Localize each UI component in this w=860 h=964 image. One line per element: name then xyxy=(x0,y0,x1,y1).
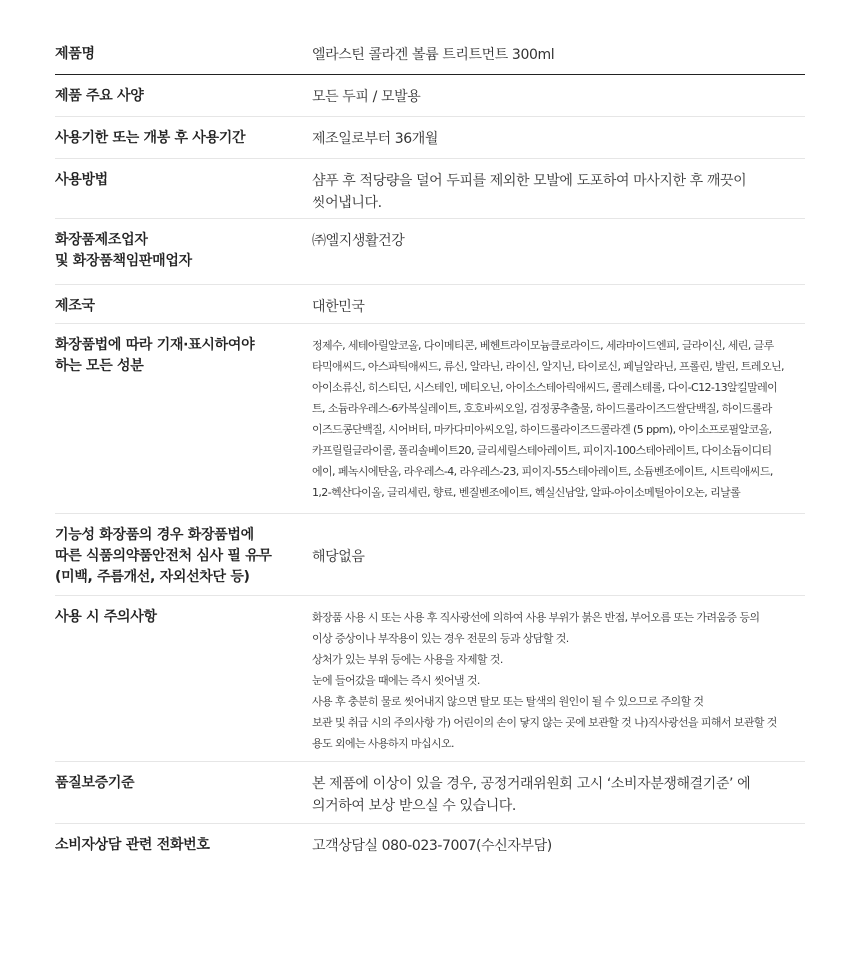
row-ingredients xyxy=(55,324,805,514)
value-cautions: 화장품 사용 시 또는 사용 후 직사광선에 의하여 사용 부위가 붉은 반점, 부어오름 또는 가려움증 등의 이상 증상이나 부작용이 있는 경우 전문의 등과 상담할 것. 상처가 있는 부위 등에는 사용을 자제할 것. 눈에 들어갔을 때에는 즉시 씻어낼 것. 사용 후 충분히 물로 씻어내지 않으면 탈모 또는 탈색의 원인이 될 수 있으므로 주의할 것 보관 및 취급 시의 주의사항 가) 어린이의 손이 닿지 않는 곳에 보관할 것 나)직사광선을 피해서 보관할 것 용도 외에는 사용하지 마십시오. xyxy=(312,611,777,750)
value-usage: 샴푸 후 적당량을 덜어 두피를 제외한 모발에 도포하여 마사지한 후 깨끗이 씻어냅니다. xyxy=(312,173,747,211)
row-product-name xyxy=(55,34,805,75)
value-quality: 본 제품에 이상이 있을 경우, 공정거래위원회 고시 ‘소비자분쟁해결기준’ 에 의거하여 보상 받으실 수 있습니다. xyxy=(312,776,751,814)
label-usage: 사용방법 xyxy=(55,172,108,188)
row-main-spec xyxy=(55,75,805,117)
row-usage xyxy=(55,159,805,219)
row-consumer-phone xyxy=(55,824,805,866)
label-expiration: 사용기한 또는 개봉 후 사용기간 xyxy=(55,130,246,146)
value-functional: 해당없음 xyxy=(312,549,365,565)
value-main-spec: 모든 두피 / 모발용 xyxy=(312,89,421,105)
row-quality xyxy=(55,762,805,824)
label-country: 제조국 xyxy=(55,298,95,314)
value-product-name: 엘라스틴 콜라겐 볼륨 트리트먼트 300ml xyxy=(312,47,555,63)
label-main-spec: 제품 주요 사양 xyxy=(55,88,144,104)
value-manufacturer: ㈜엘지생활건강 xyxy=(312,233,405,249)
label-functional: 기능성 화장품의 경우 화장품법에 따른 식품의약품안전처 심사 필 유무 (미백, 주름개선, 자외선차단 등) xyxy=(55,527,272,585)
value-expiration: 제조일로부터 36개월 xyxy=(312,131,439,147)
label-cautions: 사용 시 주의사항 xyxy=(55,609,157,625)
row-manufacturer xyxy=(55,219,805,285)
value-ingredients: 정제수, 세테아릴알코올, 다이메티콘, 베헨트라이모늄클로라이드, 세라마이드엔피, 글라이신, 세린, 글루 타믹애씨드, 아스파틱애씨드, 류신, 알라닌, 라이신, 알지닌, 타이로신, 페닐알라닌, 프롤린, 발린, 트레오닌, 아이소류신, 히스티딘, 시스테인, 메티오닌, 아이소스테아릭애씨드, 콜레스테롤, 다이-C12-13알킬말레이 트, 소듐라우레스-6카복실레이트, 호호바씨오일, 검정콩추출물, 하이드롤라이즈드쌀단백질, 하이드롤라 이즈드콩단백질, 시어버터, 마카다미아씨오일, 하이드롤라이즈드콜라겐 (5 ppm), 아이소프로필알코올, 카프릴릴글라이콜, 폴리솔베이트20, 글리세릴스테아레이트, 피이지-100스테아레이트, 다이소듐이디티 에이, 페녹시에탄올, 라우레스-4, 라우레스-23, 피이지-55스테아레이트, 소듐벤조에이트, 시트릭애씨드, 1,2-헥산다이올, 글리세린, 향료, 벤질벤조에이트, 헥실신남알, 알파-아이소메틸아이오논, 리날롤 xyxy=(312,339,784,499)
value-consumer-phone: 고객상담실 080-023-7007(수신자부담) xyxy=(312,838,552,854)
row-functional xyxy=(55,514,805,596)
label-quality: 품질보증기준 xyxy=(55,775,135,791)
row-expiration xyxy=(55,117,805,159)
product-info-table xyxy=(55,34,805,866)
row-cautions xyxy=(55,596,805,762)
label-consumer-phone: 소비자상담 관련 전화번호 xyxy=(55,837,210,853)
row-country xyxy=(55,285,805,324)
value-country: 대한민국 xyxy=(312,299,365,315)
label-manufacturer: 화장품제조업자 및 화장품책임판매업자 xyxy=(55,232,192,269)
label-product-name: 제품명 xyxy=(55,46,95,62)
label-ingredients: 화장품법에 따라 기재·표시하여야 하는 모든 성분 xyxy=(55,337,255,374)
